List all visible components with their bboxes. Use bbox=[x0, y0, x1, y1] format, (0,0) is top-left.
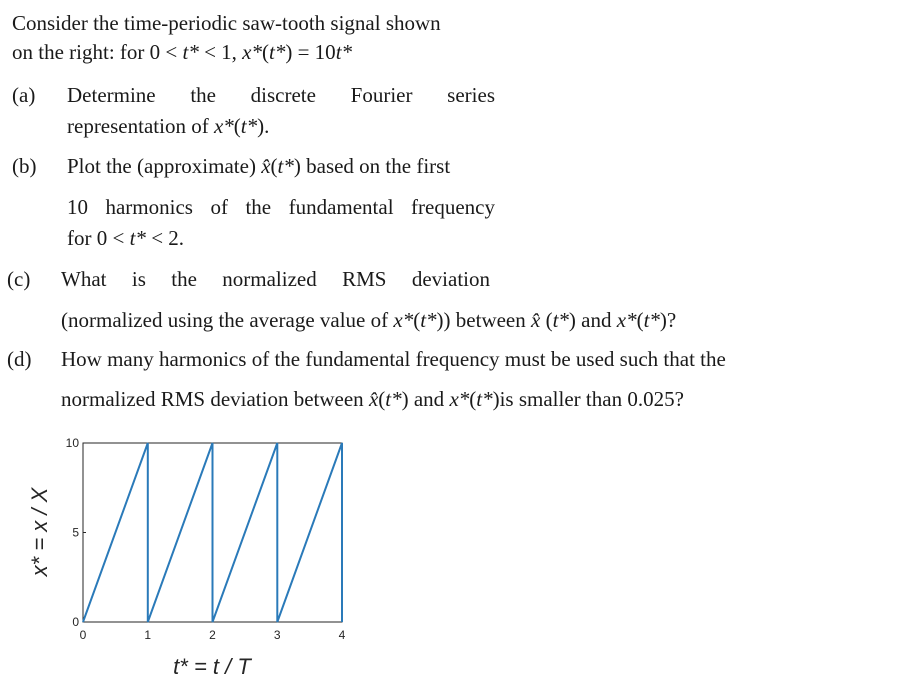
y-tick-label: 5 bbox=[72, 525, 79, 540]
part-b-line-3: for 0 < t* < 2. bbox=[67, 226, 185, 250]
part-c-label: (c) bbox=[7, 267, 31, 291]
part-a-label: (a) bbox=[12, 83, 36, 107]
part-d-label: (d) bbox=[7, 347, 32, 371]
part-a-line-2: representation of x*(t*). bbox=[67, 114, 270, 138]
intro-line-2: on the right: for 0 < t* < 1, x*(t*) = 10t* bbox=[12, 40, 353, 64]
part-d-line-1: How many harmonics of the fundamental frequency must be used such that the bbox=[61, 347, 726, 371]
x-tick-label: 1 bbox=[144, 628, 152, 642]
part-c-line-1: What is the normalized RMS deviation bbox=[61, 267, 490, 291]
series-line bbox=[83, 443, 342, 622]
part-b-line-1: Plot the (approximate) x̂(t*) based on the first bbox=[67, 154, 451, 178]
part-b-label: (b) bbox=[12, 154, 37, 178]
x-tick-label: 3 bbox=[273, 628, 281, 642]
y-tick-label: 0 bbox=[72, 615, 79, 629]
part-d-line-2: normalized RMS deviation between x̂(t*) and x*(t*)is smaller than 0.025? bbox=[61, 387, 684, 411]
part-b-line-2: 10 harmonics of the fundamental frequency bbox=[67, 195, 495, 219]
x-tick-label: 0 bbox=[79, 628, 87, 642]
y-tick-label: 10 bbox=[65, 436, 79, 450]
y-axis-label: x* = x / X bbox=[27, 487, 52, 577]
part-a-line-1: Determine the discrete Fourier series bbox=[67, 83, 495, 107]
part-c-line-2: (normalized using the average value of x*(t*)) between x̂ (t*) and x*(t*)? bbox=[61, 308, 677, 332]
intro-line-1: Consider the time-periodic saw-tooth signal shown bbox=[12, 11, 441, 35]
x-tick-label: 2 bbox=[209, 628, 216, 642]
x-tick-label: 4 bbox=[338, 628, 346, 642]
x-axis-label: t* = t / T bbox=[173, 654, 251, 679]
